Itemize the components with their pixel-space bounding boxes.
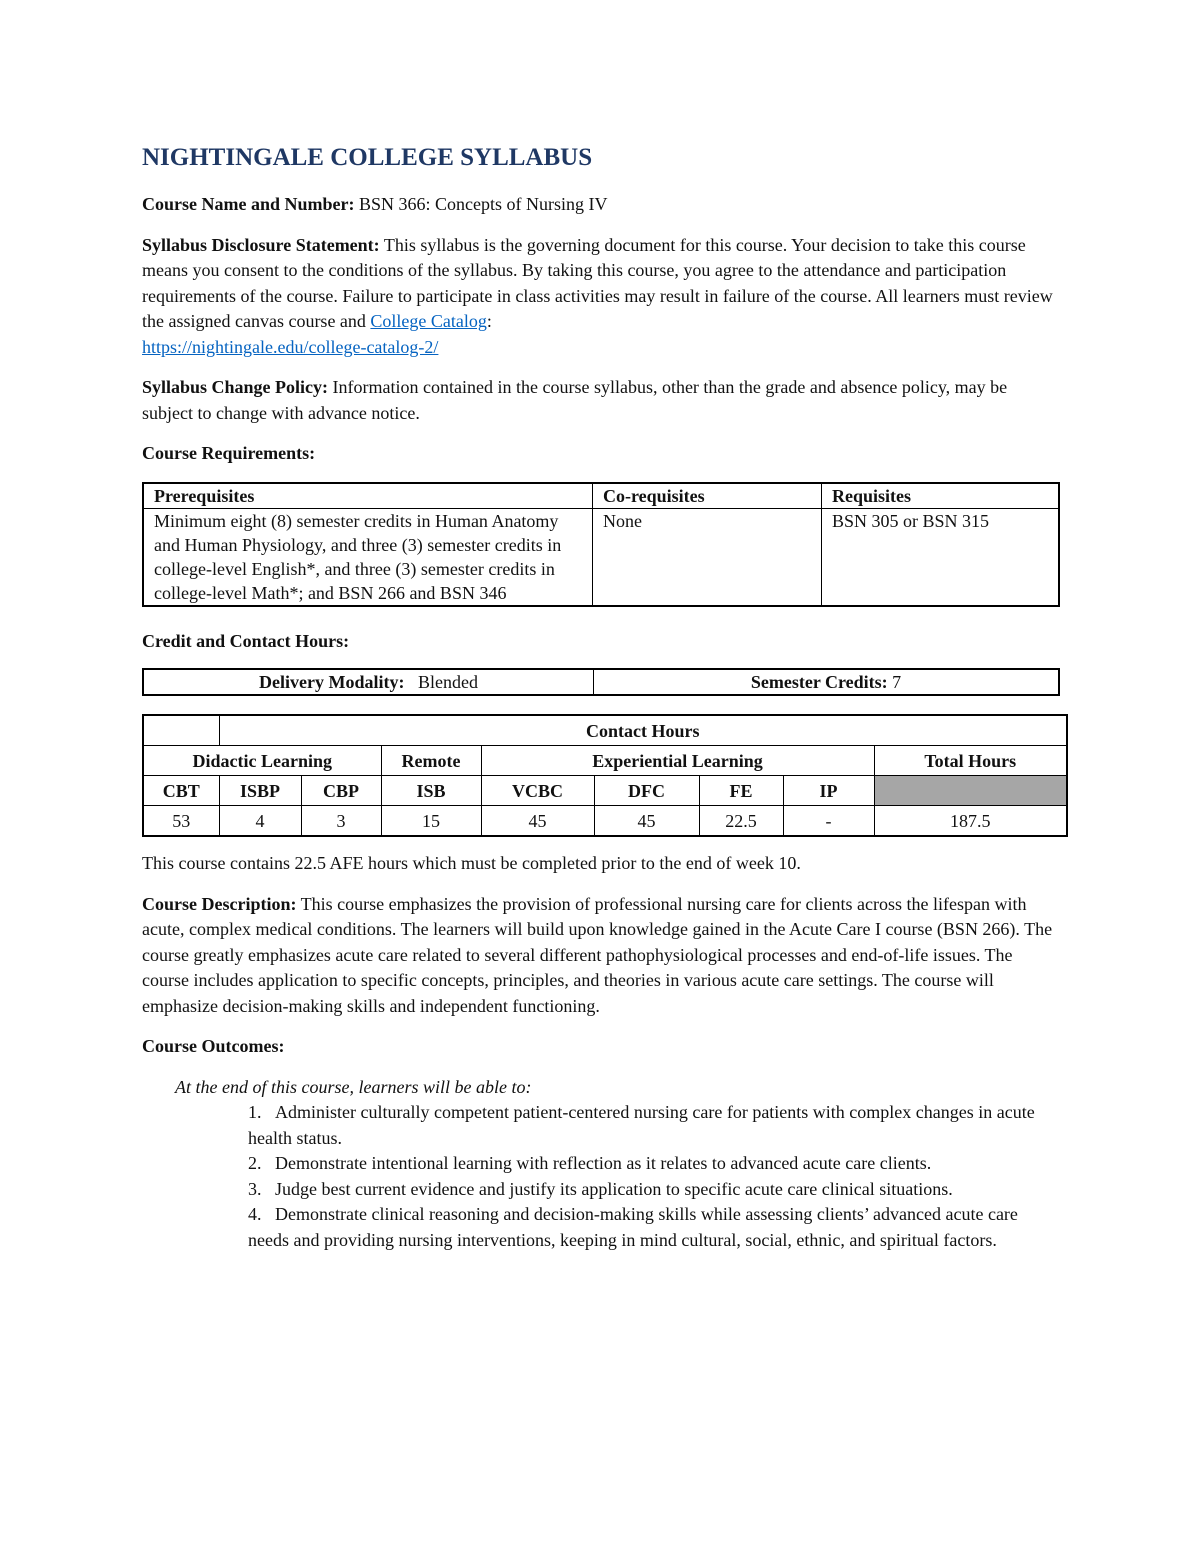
value: BSN 366: Concepts of Nursing IV [354,194,608,214]
heading: Credit and Contact Hours: [142,630,350,651]
col-isb: ISB [381,776,481,806]
item-number: 4. [248,1204,262,1224]
afe-note: This course contains 22.5 AFE hours which must be completed prior to the end of week 10. [142,853,801,873]
item-text: Judge best current evidence and justify its application to specific acute care clinical situations. [275,1178,953,1199]
value: Blended [417,672,478,692]
text: This course emphasizes the provision of professional nursing care for clients across the lifespan with acute, complex medical conditions. The learners will build upon knowledge gained in the Acute Care I course (BSN 266). The course greatly emphasizes acute care related to several different pathophysiological processes and end-of-life issues. The course includes application to specific concepts, principles, and theories in various acute care settings. The course will emphasize decision-making skills and independent functioning. [142,893,1053,1016]
semester-credits-cell [594,669,1060,695]
change-policy [142,375,1060,426]
corequisites-cell: None [593,508,822,606]
list-item [248,1202,1060,1253]
list-item [248,1151,1060,1177]
value-ip: - [783,806,874,837]
col-ip: IP [783,776,874,806]
header-requisites: Requisites [822,483,1060,509]
requirements-table [142,482,1060,607]
value-cbp: 3 [301,806,381,837]
text: This syllabus is the governing document for this course. Your decision to take this course means you consent to the conditions of the syllabus. By taking this course, you agree to the attendance and participation requirements of the course. Failure to participate in class activities may result in failure of the course. All learners must review the assigned canvas course and [142,234,1053,331]
group-total: Total Hours [874,746,1067,776]
disclosure-statement [142,233,1060,361]
group-remote: Remote [381,746,481,776]
empty-cell [143,715,219,746]
item-text: Demonstrate clinical reasoning and decision-making skills while assessing clients’ advanced acute care needs and providing nursing interventions, keeping in mind cultural, social, ethnic, and spiritual factors. [248,1204,1018,1250]
outcomes-intro: At the end of this course, learners will be able to: [175,1076,532,1097]
col-fe: FE [699,776,783,806]
text: Information contained in the course syllabus, other than the grade and absence policy, may be subject to change with advance notice. [142,377,1008,423]
value-isb: 15 [381,806,481,837]
item-text: Administer culturally competent patient-centered nursing care for patients with complex changes in acute health status. [248,1102,1035,1148]
col-cbt: CBT [143,776,219,806]
label: Delivery Modality: [259,672,405,692]
heading: Course Outcomes: [142,1036,285,1056]
shaded-cell [874,776,1067,806]
college-catalog-link[interactable]: College Catalog [370,311,487,331]
group-didactic: Didactic Learning [143,746,381,776]
label: Course Name and Number: [142,194,355,214]
item-number: 2. [248,1153,262,1173]
text: : [486,311,492,331]
credit-heading [142,629,1060,655]
value-cbt: 53 [143,806,219,837]
course-name [142,192,1060,218]
prerequisites-cell: Minimum eight (8) semester credits in Human Anatomy and Human Physiology, and three (3) semester credits in college-level English*, and three (3) semester credits in college-level Math*; and BSN 266 and BSN 346 [143,508,593,606]
list-item [248,1177,1060,1203]
label: Course Description: [142,893,297,914]
outcomes-list [248,1100,1060,1253]
item-text: Demonstrate intentional learning with reflection as it relates to advanced acute care clients. [275,1153,932,1173]
header-prerequisites: Prerequisites [143,483,593,509]
col-cbp: CBP [301,776,381,806]
delivery-modality-cell [143,669,594,695]
col-isbp: ISBP [219,776,301,806]
value-total: 187.5 [874,806,1067,837]
value-vcbc: 45 [481,806,594,837]
label: Syllabus Disclosure Statement: [142,234,380,255]
label: Syllabus Change Policy: [142,377,329,397]
item-number: 3. [248,1178,262,1199]
item-number: 1. [248,1102,262,1122]
contact-hours-table [142,714,1068,837]
header-corequisites: Co-requisites [593,483,822,509]
catalog-url-link[interactable]: https://nightingale.edu/college-catalog-2/ [142,336,439,357]
requisites-cell: BSN 305 or BSN 315 [822,508,1060,606]
value-isbp: 4 [219,806,301,837]
value: 7 [887,672,902,692]
contact-hours-title: Contact Hours [219,715,1067,746]
delivery-table [142,668,1060,696]
list-item [248,1100,1060,1151]
requirements-heading [142,441,1060,467]
group-experiential: Experiential Learning [481,746,874,776]
col-vcbc: VCBC [481,776,594,806]
value-dfc: 45 [594,806,699,837]
col-dfc: DFC [594,776,699,806]
value-fe: 22.5 [699,806,783,837]
outcomes-heading [142,1034,1060,1060]
label: Semester Credits: [750,672,888,692]
page-title: NIGHTINGALE COLLEGE SYLLABUS [142,144,593,171]
heading: Course Requirements: [142,443,316,463]
course-description [142,892,1060,1020]
